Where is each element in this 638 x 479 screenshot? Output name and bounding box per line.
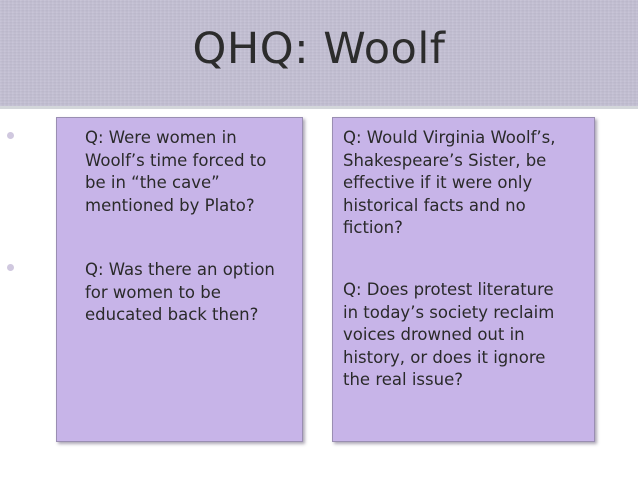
right-question-1: Q: Would Virginia Woolf’s, Shakespeare’s Sister, be effective if it were only historical facts and no fiction?: [343, 128, 556, 237]
left-question-2: Q: Was there an option for women to be educated back then?: [85, 260, 275, 324]
right-question-2: Q: Does protest literature in today’s society reclaim voices drowned out in history, or does it ignore the real issue?: [343, 280, 555, 389]
left-question-box: [56, 117, 303, 442]
right-question-box: [332, 117, 595, 442]
slide-title: QHQ: Woolf: [192, 24, 446, 74]
bullet-icon: [7, 264, 14, 271]
bullet-icon: [7, 132, 14, 139]
left-question-1: Q: Were women in Woolf’s time forced to be in “the cave” mentioned by Plato?: [85, 128, 267, 215]
